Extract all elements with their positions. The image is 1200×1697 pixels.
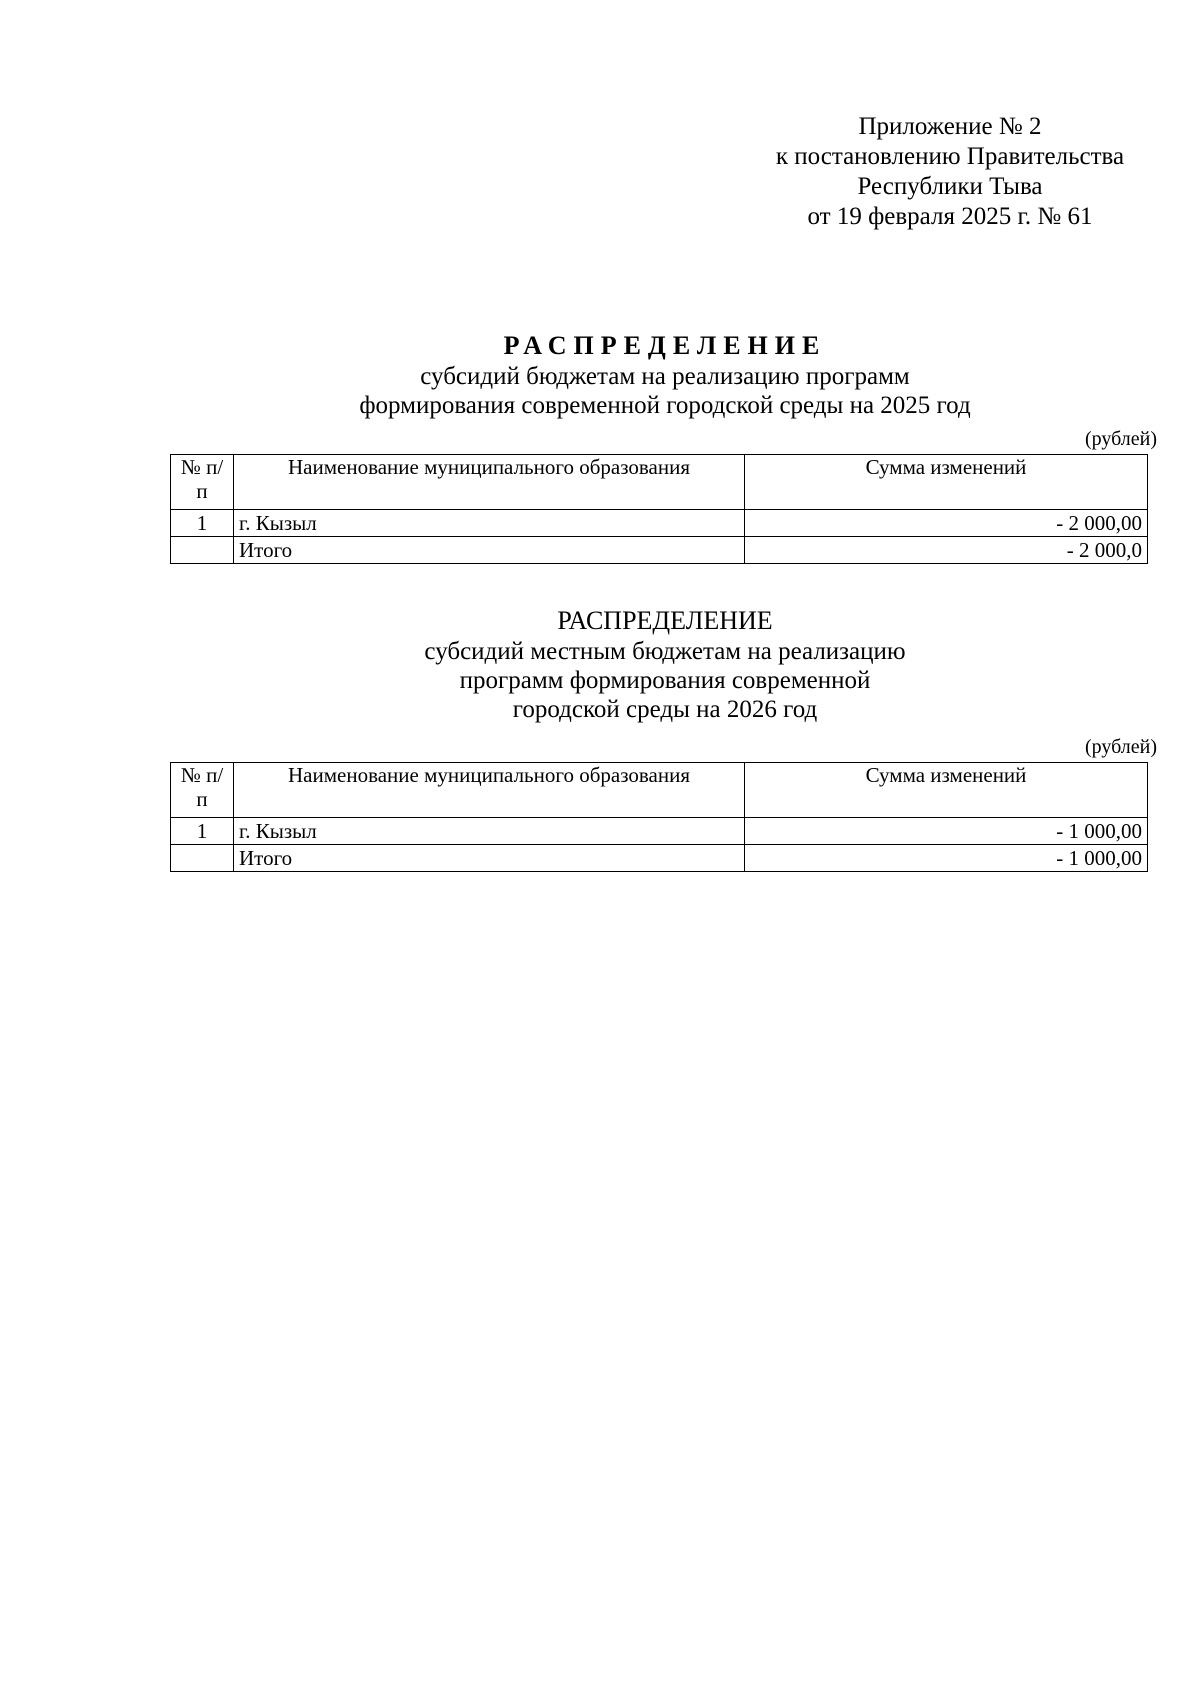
section1-units: (рублей) (1084, 428, 1157, 450)
row-name: г. Кызыл (234, 510, 745, 537)
row-name: г. Кызыл (234, 818, 745, 845)
annex-line-1: Приложение № 2 (858, 113, 1042, 140)
section2-units: (рублей) (1084, 736, 1157, 758)
table-row-total (171, 845, 1148, 872)
header-sum: Сумма изменений (745, 455, 1148, 510)
row-sum: - 2 000,00 (745, 510, 1148, 537)
table-row (171, 510, 1148, 537)
row-sum: - 2 000,0 (745, 537, 1148, 564)
annex-line-2: к постановлению Правительства (775, 143, 1125, 170)
section2-heading (170, 605, 1160, 724)
header-num: № п/п (171, 763, 234, 818)
row-sum: - 1 000,00 (745, 845, 1148, 872)
row-name: Итого (234, 845, 745, 872)
annex-header (740, 112, 1160, 232)
annex-line-4: от 19 февраля 2025 г. № 61 (807, 203, 1093, 230)
table-header-row (171, 763, 1148, 818)
table-row-total (171, 537, 1148, 564)
header-sum: Сумма изменений (745, 763, 1148, 818)
header-name: Наименование муниципального образования (234, 763, 745, 818)
row-num: 1 (171, 510, 234, 537)
section1-title: РАСПРЕДЕЛЕНИЕ (503, 331, 827, 360)
header-name: Наименование муниципального образования (234, 455, 745, 510)
row-sum: - 1 000,00 (745, 818, 1148, 845)
row-num: 1 (171, 818, 234, 845)
annex-line-3: Республики Тыва (857, 173, 1043, 200)
table-header-row (171, 455, 1148, 510)
section2-subtitle-line3: городской среды на 2026 год (512, 696, 818, 723)
section2-table (170, 762, 1148, 872)
section1-heading (170, 330, 1160, 420)
row-name: Итого (234, 537, 745, 564)
section1-table (170, 454, 1148, 564)
section2-title: РАСПРЕДЕЛЕНИЕ (557, 606, 773, 635)
section1-subtitle-line2: формирования современной городской среды на 2025 год (359, 392, 971, 419)
section2-subtitle-line1: субсидий местным бюджетам на реализацию (424, 638, 906, 665)
table-row (171, 818, 1148, 845)
row-num (171, 845, 234, 872)
row-num (171, 537, 234, 564)
section2-subtitle-line2: программ формирования современной (459, 667, 871, 694)
header-num: № п/п (171, 455, 234, 510)
section1-subtitle-line1: субсидий бюджетам на реализацию программ (420, 363, 910, 390)
